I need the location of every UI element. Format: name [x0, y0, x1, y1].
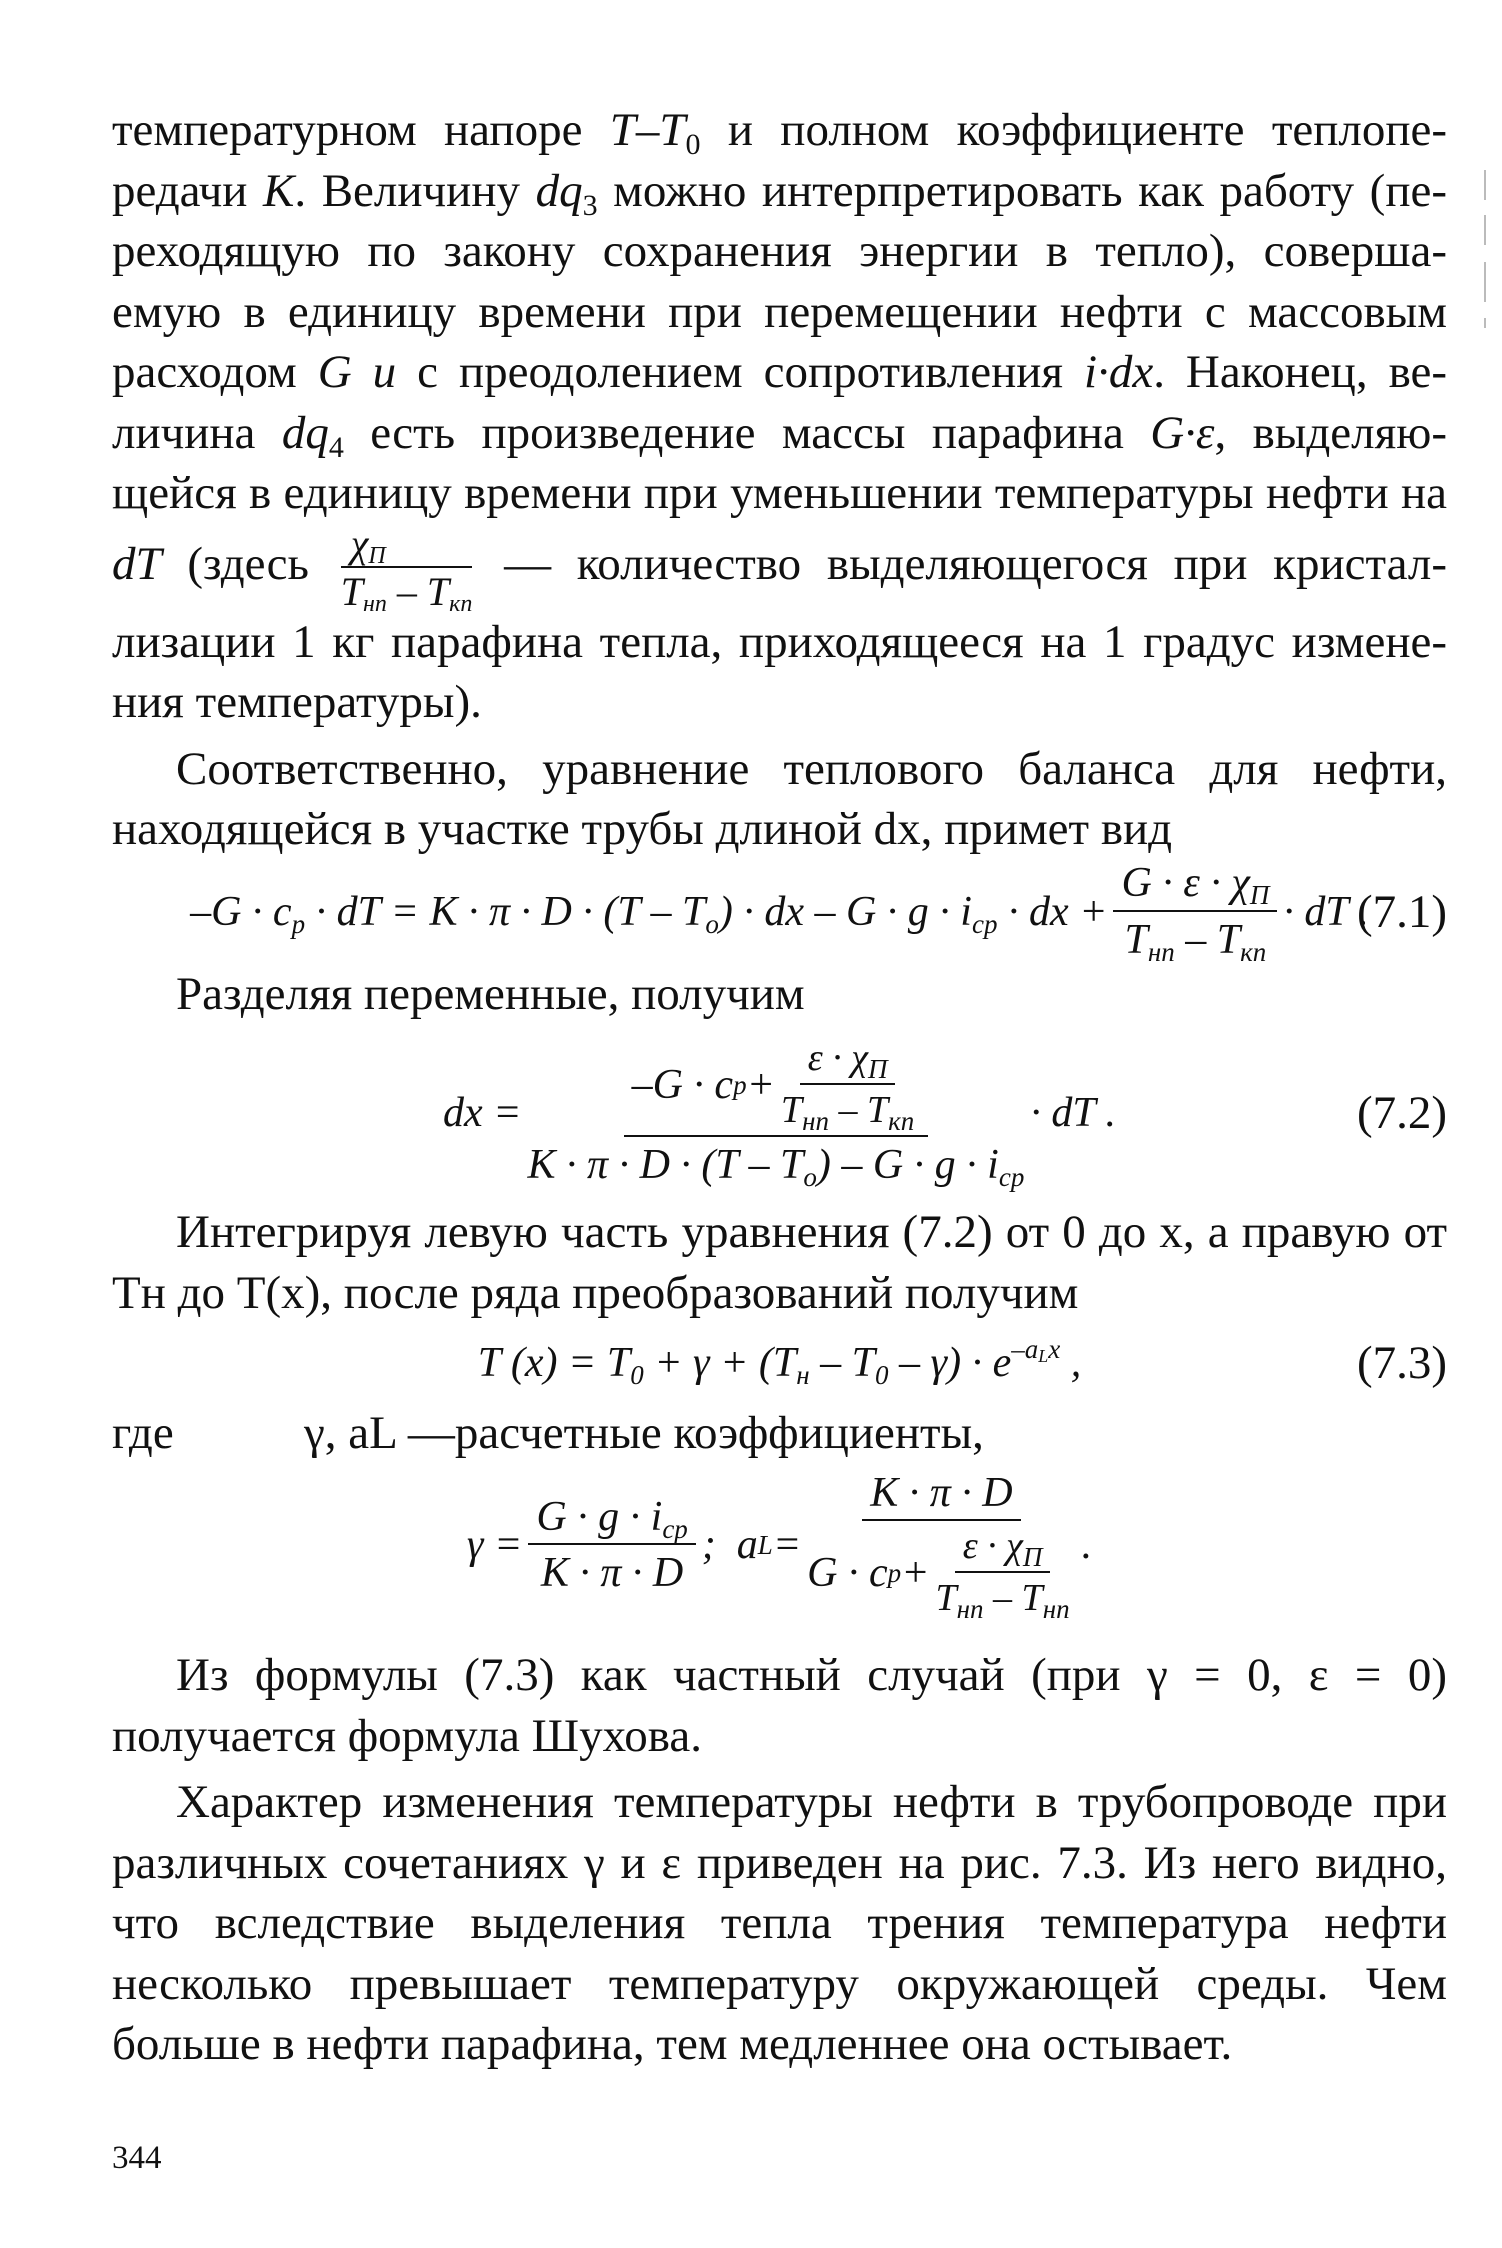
paragraph-6: Характер изменения температуры нефти в трубопроводе при различных сочетаниях γ и ε приведен на рис. 7.3. Из него видно, что вследствие выделения тепла трения температура нефти несколько превышает температуру окружающей среды. Чем больше в нефти парафина, тем медленнее она остывает. — [112, 1776, 1447, 2070]
page-number: 344 — [112, 2140, 162, 2176]
paragraph-2: Соответственно, уравнение теплового баланса для нефти, находящейся в участке трубы длиной dx, примет вид — [112, 742, 1447, 855]
where-line — [112, 1403, 1447, 1463]
coefficients-equation: γ = $G \cdot g \cdot i_{ср}$ K · π · D ; a L = K · π · D G · c p + $\varepsilon \cdot \chi_П$ $T_{нп} - T_{нп}$ . — [466, 1470, 1093, 1624]
paragraph-5: Из формулы (7.3) как частный случай (при γ = 0, ε = 0) получается формула Шухова. — [112, 1649, 1447, 1762]
chi-fraction: $\frac{\chi_П}{T_{нп} - T_{кп}}$ — [340, 520, 473, 617]
scan-artifact — [1484, 262, 1486, 302]
scan-artifact — [1484, 318, 1486, 328]
scan-artifact — [1484, 215, 1486, 245]
equation-7-2: dx = –G · c p + $\varepsilon \cdot \chi_П$ $T_{нп} - T_{кп}$ $K \cdot \pi \cdot D \cdot (T - T_o) - G \cdot g \cdot i_{ср}$ · dT . (7.2) — [443, 1037, 1447, 1192]
equation-7-2-label: (7.2) — [1356, 1087, 1447, 1139]
paragraph-3: Разделяя переменные, получим — [176, 967, 805, 1020]
paragraph-4: Интегрируя левую часть уравнения (7.2) от 0 до x, а правую от Tн до T(x), после ряда преобразований получим — [112, 1206, 1447, 1319]
scan-artifact — [1484, 170, 1486, 200]
equation-7-1: $-G \cdot c_p$ · dT = $K \cdot \pi \cdot D \cdot (T - T_o)$ · dx – $G \cdot g \cdot i_{ср}$ · dx + $G \cdot \varepsilon \cdot \chi_П$ $T_{нп} - T_{кп}$ · dT . (7.1) — [190, 860, 1447, 967]
page-body — [112, 100, 1447, 2075]
paragraph-1: температурном напоре $T-T_0$ и полном коэффициенте теплопе- редачи K. Величину $dq_3$ можно интерпретировать как работу (пе- реходящую по закону сохранения энергии в тепло), соверша- емую в единицу времени при перемещении нефти с массовым расходом G u с преодолением сопротивления i·dx. Наконец, ве- личина $dq_4$ есть произведение массы парафина G·ε, выделяю- щейся в единицу времени при уменьшении температуры нефти на dT (здесь $\frac{\chi_П}{T_{нп} - T_{кп}}$ — количество выделяющегося при кристал- лизации 1 кг парафина тепла, приходящееся на 1 градус измене- ния температуры). — [112, 104, 1448, 728]
equation-7-3-label: (7.3) — [1356, 1337, 1447, 1389]
where-text: γ, aL —расчетные коэффициенты, — [304, 1407, 984, 1459]
equation-7-3: T $(x) = T_0 + \gamma + (T_н - T_0 - \gamma) \cdot e^{-a_Lx}$ , (7.3) — [477, 1334, 1447, 1390]
equation-7-1-label: (7.1) — [1356, 885, 1447, 938]
where-word: где — [112, 1407, 174, 1459]
